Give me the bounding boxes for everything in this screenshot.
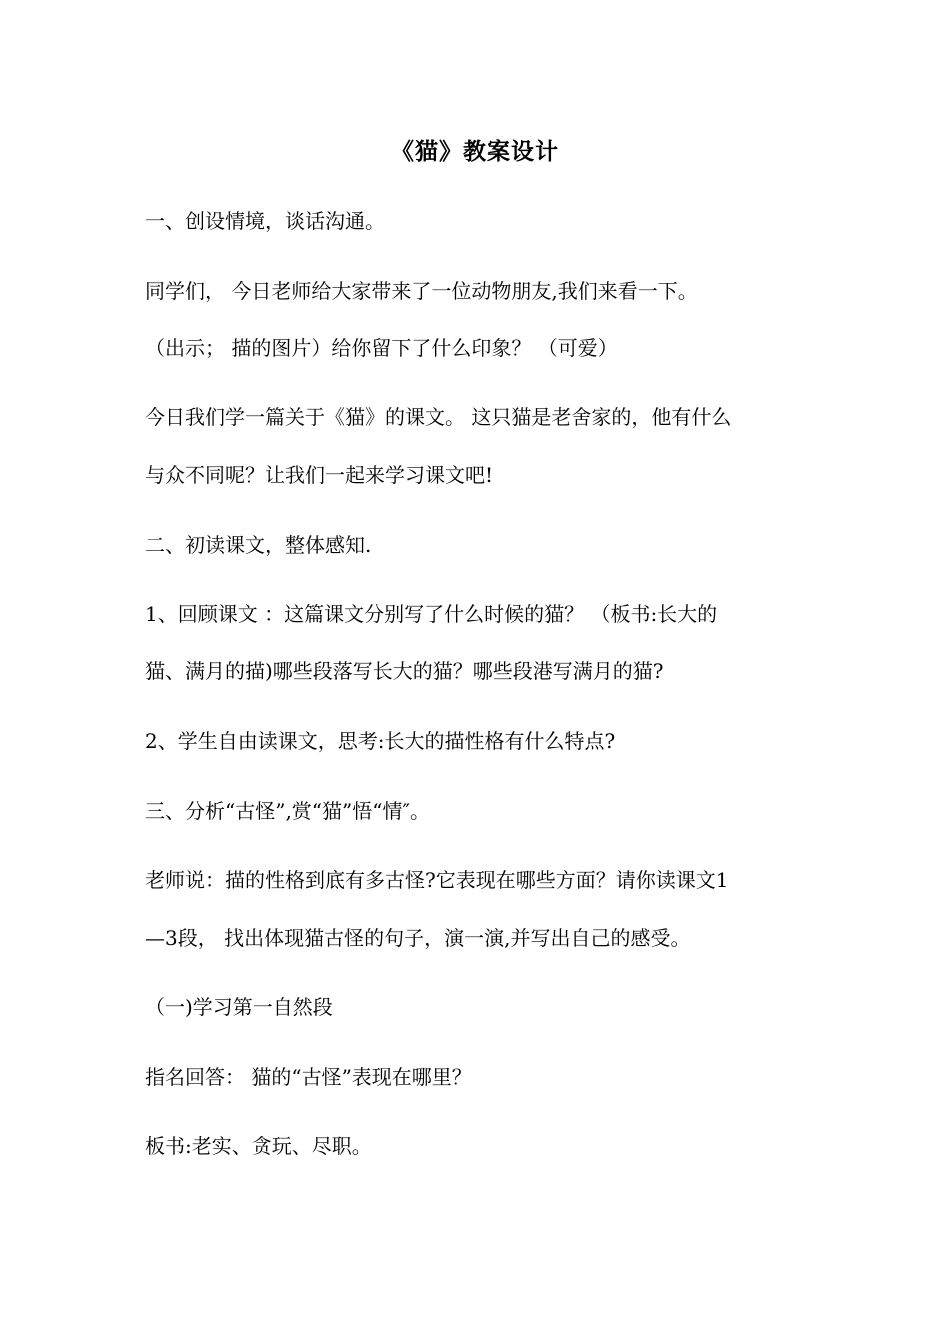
paragraph-line: 同学们， 今日老师给大家带来了一位动物朋友,我们来看一下。 <box>145 279 698 303</box>
paragraph-line: 板书:老实、贪玩、尽职。 <box>145 1134 372 1158</box>
section-heading-3: 三、分析“古怪”,赏“猫”悟“情″。 <box>145 799 430 823</box>
section-heading-1: 一、创设情境，谈话沟通。 <box>145 209 385 233</box>
paragraph-line: 2、学生自由读课文，思考:长大的描性格有什么特点? <box>145 729 616 753</box>
paragraph-line: 今日我们学一篇关于《猫》的课文。 这只猫是老舍家的，他有什么 <box>145 405 732 429</box>
paragraph-line: 与众不同呢？让我们一起来学习课文吧! <box>145 463 494 487</box>
section-heading-2: 二、初读课文，整体感知. <box>145 533 372 557</box>
paragraph-line: 猫、满月的描)哪些段落写长大的猫？哪些段港写满月的猫? <box>145 659 664 683</box>
paragraph-line: 1、回顾课文 ：这篇课文分别写了什么时候的猫？ （板书:长大的 <box>145 602 718 626</box>
paragraph-line: （出示； 描的图片）给你留下了什么印象？ （可爱） <box>145 336 618 360</box>
document-title: 《猫》教案设计 <box>391 138 559 165</box>
paragraph-line: 指名回答： 猫的“古怪”表现在哪里？ <box>145 1065 472 1089</box>
paragraph-line: 老师说：描的性格到底有多古怪?它表现在哪些方面？请你读课文1 <box>145 868 729 892</box>
subsection-heading: （一)学习第一自然段 <box>145 995 333 1019</box>
paragraph-line: —3段， 找出体现猫古怪的句子，演一演,并写出自己的感受。 <box>145 926 691 950</box>
